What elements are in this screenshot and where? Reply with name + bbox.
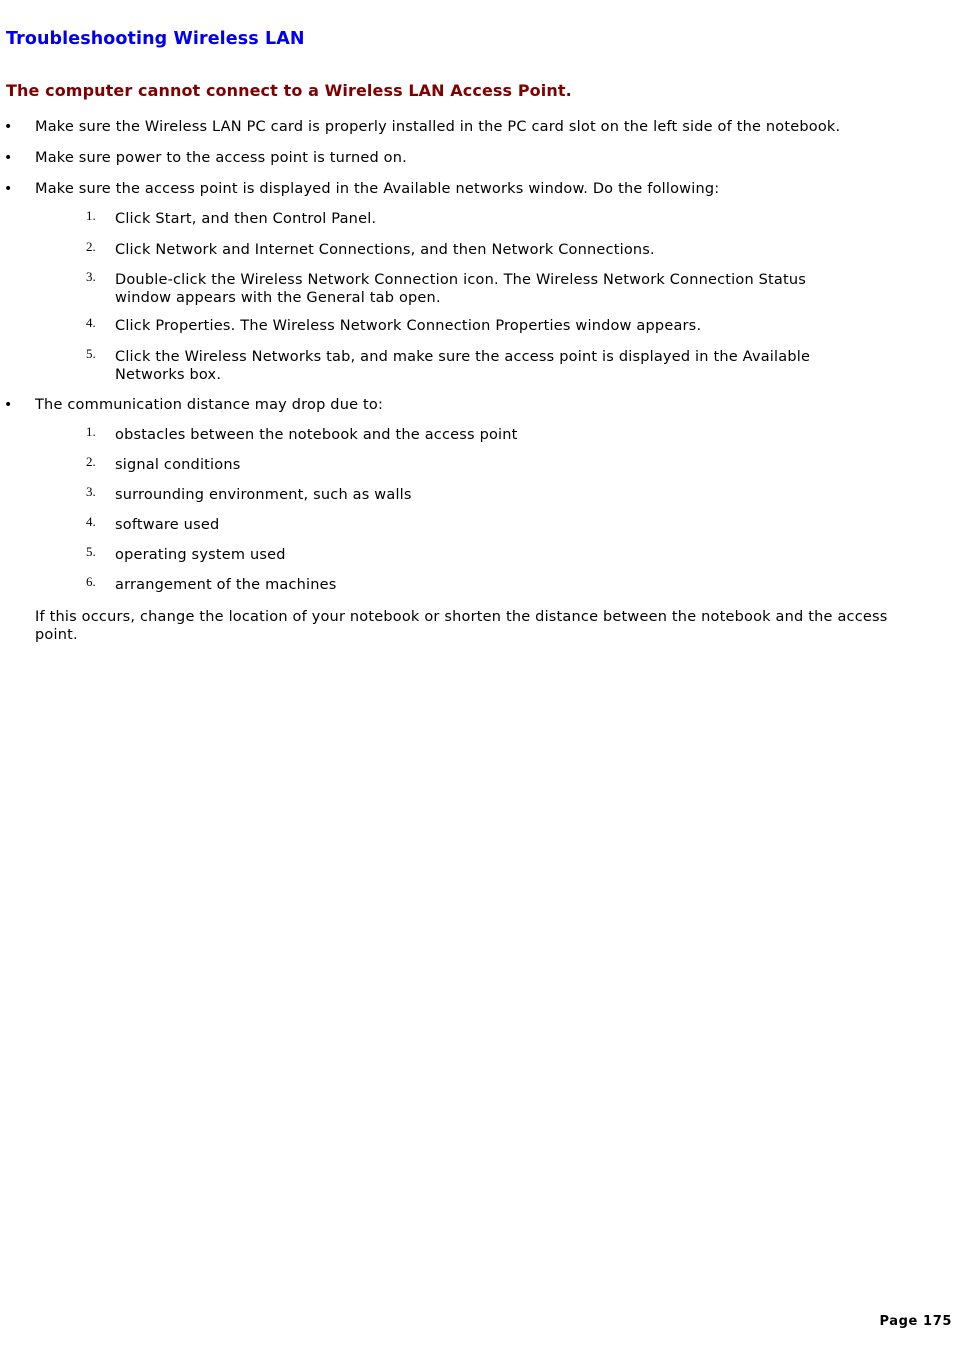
- factor-number: 5.: [86, 544, 96, 559]
- step-number: 4.: [86, 315, 96, 330]
- page-number: Page 175: [879, 1314, 952, 1329]
- factor-text: software used: [115, 517, 220, 533]
- factor-number: 6.: [86, 574, 96, 589]
- factor-text: signal conditions: [115, 457, 241, 473]
- bullet-icon: •: [4, 150, 13, 166]
- step-number: 2.: [86, 239, 96, 254]
- step-text: Click Start, and then Control Panel.: [115, 211, 377, 227]
- bullet-icon: •: [4, 181, 13, 197]
- bullet-icon: •: [4, 119, 13, 135]
- step-number: 1.: [86, 208, 96, 223]
- factor-text: obstacles between the notebook and the access point: [115, 427, 518, 443]
- factor-number: 1.: [86, 424, 96, 439]
- step-text: Click Properties. The Wireless Network Connection Properties window appears.: [115, 318, 702, 334]
- bullet-icon: •: [4, 397, 13, 413]
- step-text: Double-click the Wireless Network Connection icon. The Wireless Network Connection Status window appears with the General tab open.: [115, 272, 807, 306]
- factor-text: surrounding environment, such as walls: [115, 487, 412, 503]
- factor-text: operating system used: [115, 547, 286, 563]
- bullet-text: Make sure the Wireless LAN PC card is properly installed in the PC card slot on the left side of the notebook.: [35, 119, 841, 135]
- step-text: Click Network and Internet Connections, and then Network Connections.: [115, 242, 655, 258]
- factor-number: 3.: [86, 484, 96, 499]
- factor-number: 2.: [86, 454, 96, 469]
- closing-paragraph: If this occurs, change the location of your notebook or shorten the distance between the notebook and the access point.: [35, 609, 888, 643]
- bullet-text: The communication distance may drop due to:: [35, 397, 384, 413]
- page-title: Troubleshooting Wireless LAN: [6, 29, 305, 49]
- bullet-text: Make sure the access point is displayed in the Available networks window. Do the following:: [35, 181, 720, 197]
- section-heading: The computer cannot connect to a Wireless LAN Access Point.: [6, 81, 572, 100]
- step-number: 3.: [86, 269, 96, 284]
- step-text: Click the Wireless Networks tab, and make sure the access point is displayed in the Available Networks box.: [115, 349, 811, 383]
- factor-text: arrangement of the machines: [115, 577, 337, 593]
- step-number: 5.: [86, 346, 96, 361]
- bullet-text: Make sure power to the access point is turned on.: [35, 150, 407, 166]
- factor-number: 4.: [86, 514, 96, 529]
